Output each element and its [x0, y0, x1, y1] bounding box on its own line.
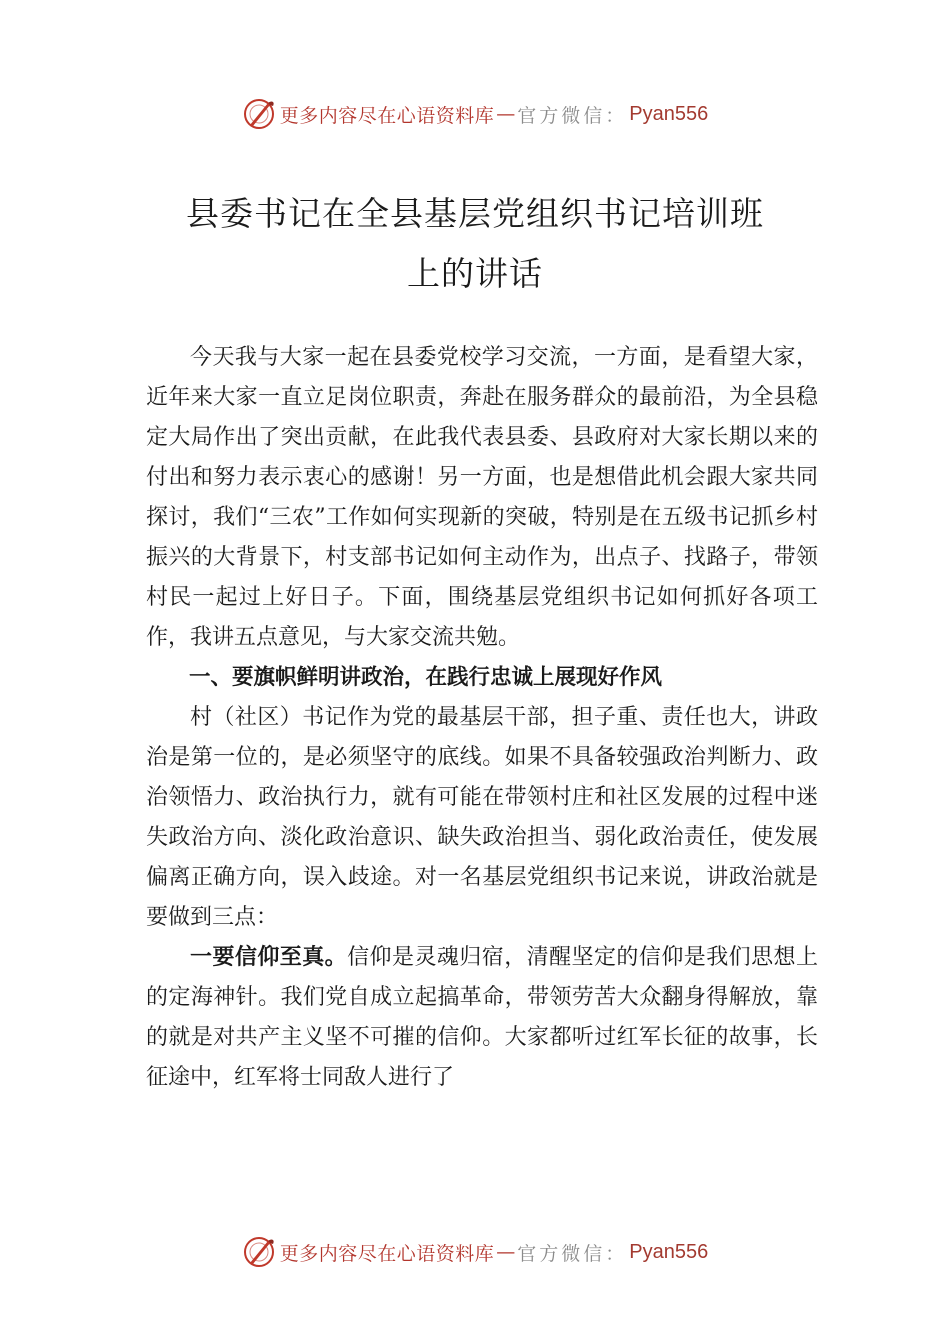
banner-wechat-id: Pyan556	[629, 1240, 709, 1263]
banner-separator: —	[496, 1241, 516, 1263]
header-watermark-banner	[0, 94, 950, 134]
point1-paragraph	[146, 938, 818, 1098]
banner-separator: —	[496, 103, 516, 125]
banner-wechat-id: Pyan556	[629, 102, 709, 125]
banner-wechat-label: 官方微信：	[517, 104, 628, 127]
document-title-line2: 上的讲话	[407, 254, 543, 293]
quill-seal-logo-icon	[242, 97, 276, 131]
point1-body: 信仰是灵魂归宿，清醒坚定的信仰是我们思想上的定海神针。我们党自成立起搞革命，带领劳苦大众翻身得解放，靠的就是对共产主义坚不可摧的信仰。大家都听过红军长征的故事，长征途中，红军将士同敌人进行了	[146, 945, 818, 1090]
banner-slogan: 更多内容尽在心语资料库	[279, 104, 495, 127]
document-body	[146, 338, 818, 1098]
section-heading-1: 一、要旗帜鲜明讲政治，在践行忠诚上展现好作风	[189, 665, 663, 690]
intro-paragraph: 今天我与大家一起在县委党校学习交流，一方面，是看望大家，近年来大家一直立足岗位职责，奔赴在服务群众的最前沿，为全县稳定大局作出了突出贡献，在此我代表县委、县政府对大家长期以来的付出和努力表示衷心的感谢！另一方面，也是想借此机会跟大家共同探讨，我们“三农”工作如何实现新的突破，特别是在五级书记抓乡村振兴的大背景下，村支部书记如何主动作为，出点子、找路子，带领村民一起过上好日子。下面，围绕基层党组织书记如何抓好各项工作，我讲五点意见，与大家交流共勉。	[146, 345, 818, 650]
point1-lead: 一要信仰至真。	[190, 945, 348, 970]
section1-paragraph: 村（社区）书记作为党的最基层干部，担子重、责任也大，讲政治是第一位的，是必须坚守的底线。如果不具备较强政治判断力、政治领悟力、政治执行力，就有可能在带领村庄和社区发展的过程中迷失政治方向、淡化政治意识、缺失政治担当、弱化政治责任，使发展偏离正确方向，误入歧途。对一名基层党组织书记来说，讲政治就是要做到三点：	[146, 705, 818, 930]
document-title-line1: 县委书记在全县基层党组织书记培训班	[186, 194, 764, 233]
banner-slogan: 更多内容尽在心语资料库	[279, 1242, 495, 1265]
banner-wechat-label: 官方微信：	[517, 1242, 628, 1265]
quill-seal-logo-icon	[242, 1235, 276, 1269]
footer-watermark-banner	[0, 1232, 950, 1272]
